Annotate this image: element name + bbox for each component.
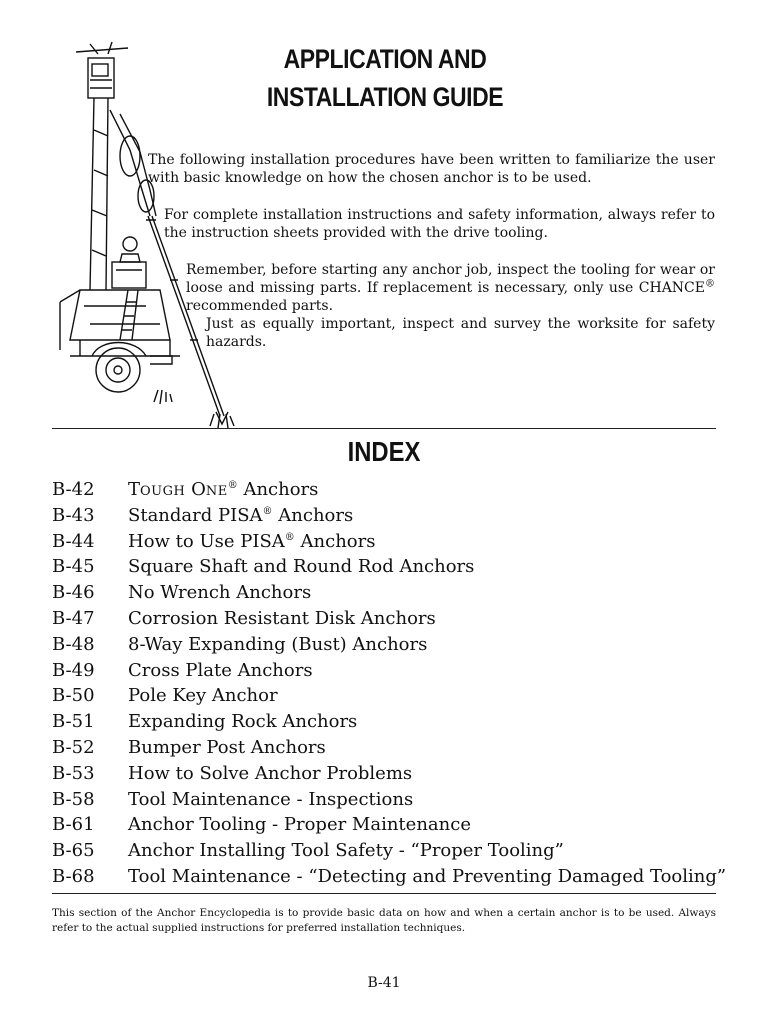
- index-entry-title: Anchor Installing Tool Safety - “Proper Tooling”: [128, 840, 564, 862]
- page-number: B-41: [367, 975, 401, 991]
- entry-rest: Anchors: [237, 479, 319, 500]
- small-caps-initial: O: [191, 479, 206, 500]
- index-entry-title: Bumper Post Anchors: [128, 736, 326, 758]
- index-page-ref: B-68: [52, 865, 95, 887]
- index-page-ref: B-47: [52, 607, 95, 629]
- index-item[interactable]: [52, 632, 722, 658]
- index-item[interactable]: [52, 838, 722, 864]
- registered-mark: ®: [284, 531, 295, 543]
- index-page-ref: B-45: [52, 556, 95, 578]
- index-entry-title: Square Shaft and Round Rod Anchors: [128, 556, 475, 578]
- registered-mark: ®: [705, 278, 715, 290]
- index-item[interactable]: [52, 580, 722, 606]
- intro-paragraph-2: For complete installation instructions and safety information, always refer to the instruction sheets provided with the drive tooling.: [164, 207, 715, 241]
- index-item[interactable]: [52, 606, 722, 632]
- index-item[interactable]: [52, 477, 722, 503]
- intro-paragraph-3: [186, 261, 715, 315]
- entry-rest: Anchors: [294, 530, 376, 552]
- index-item[interactable]: [52, 503, 722, 529]
- intro-paragraph-3-text: Remember, before starting any anchor job, inspect the tooling for wear or loose and missing parts. If replacement is necessary, only use CHANCE: [186, 262, 715, 296]
- index-entry-title: Cross Plate Anchors: [128, 659, 313, 681]
- index-item[interactable]: [52, 683, 722, 709]
- index-entry-title: Tool Maintenance - Inspections: [128, 788, 414, 810]
- index-item[interactable]: [52, 658, 722, 684]
- index-item[interactable]: [52, 787, 722, 813]
- index-entry-title: Corrosion Resistant Disk Anchors: [128, 607, 436, 629]
- index-list: [52, 477, 727, 890]
- index-item[interactable]: [52, 864, 727, 890]
- small-caps-initial: T: [128, 479, 141, 500]
- intro-paragraph-4: Just as equally important, inspect and survey the worksite for safety hazards.: [206, 316, 715, 350]
- index-heading: INDEX: [347, 436, 421, 467]
- index-page-ref: B-50: [52, 685, 95, 707]
- index-page-ref: B-42: [52, 479, 95, 500]
- small-caps-text: OUGH: [140, 484, 186, 499]
- index-entry-title: How to Solve Anchor Problems: [128, 762, 413, 784]
- index-entry-title: [128, 477, 318, 505]
- index-entry-title: Anchor Tooling - Proper Maintenance: [128, 814, 471, 836]
- page-title-line2: INSTALLATION GUIDE: [266, 82, 504, 112]
- index-item[interactable]: [52, 812, 722, 838]
- bottom-divider: [52, 893, 716, 894]
- index-page-ref: B-53: [52, 762, 95, 784]
- index-item[interactable]: [52, 761, 722, 787]
- index-page-ref: B-52: [52, 736, 95, 758]
- footnote: This section of the Anchor Encyclopedia is to provide basic data on how and when a certain anchor is to be used. Always refer to the actual supplied instructions for preferred installation techniques.: [52, 907, 716, 934]
- registered-mark: ®: [262, 505, 273, 517]
- index-item[interactable]: [52, 529, 722, 555]
- index-item[interactable]: [52, 709, 722, 735]
- page-title-line1: APPLICATION AND: [283, 44, 487, 74]
- index-page-ref: B-49: [52, 659, 95, 681]
- index-item[interactable]: [52, 554, 722, 580]
- index-page-ref: B-65: [52, 840, 95, 862]
- index-entry-title: Expanding Rock Anchors: [128, 711, 358, 733]
- index-item[interactable]: [52, 735, 722, 761]
- index-page-ref: B-46: [52, 582, 95, 604]
- entry-pre: Standard PISA: [128, 504, 263, 526]
- index-page-ref: B-43: [52, 504, 95, 526]
- index-entry-title: [128, 529, 375, 555]
- intro-paragraph-1: The following installation procedures have been written to familiarize the user with basic knowledge on how the chosen anchor is to be used.: [148, 152, 715, 186]
- index-page-ref: B-44: [52, 530, 95, 552]
- small-caps-text: NE: [205, 484, 228, 499]
- intro-paragraph-3-end: recommended parts.: [186, 298, 334, 314]
- index-entry-title: Tool Maintenance - “Detecting and Preventing Damaged Tooling”: [128, 865, 727, 887]
- index-entry-title: 8-Way Expanding (Bust) Anchors: [128, 633, 428, 655]
- entry-rest: Anchors: [272, 504, 354, 526]
- index-page-ref: B-51: [52, 711, 95, 733]
- entry-pre: How to Use PISA: [128, 530, 285, 552]
- registered-mark: ®: [227, 480, 238, 491]
- index-page-ref: B-58: [52, 788, 95, 810]
- index-entry-title: Pole Key Anchor: [128, 685, 278, 707]
- top-divider: [52, 428, 716, 429]
- index-entry-title: No Wrench Anchors: [128, 582, 312, 604]
- index-page-ref: B-48: [52, 633, 95, 655]
- index-page-ref: B-61: [52, 814, 95, 836]
- index-entry-title: [128, 503, 353, 529]
